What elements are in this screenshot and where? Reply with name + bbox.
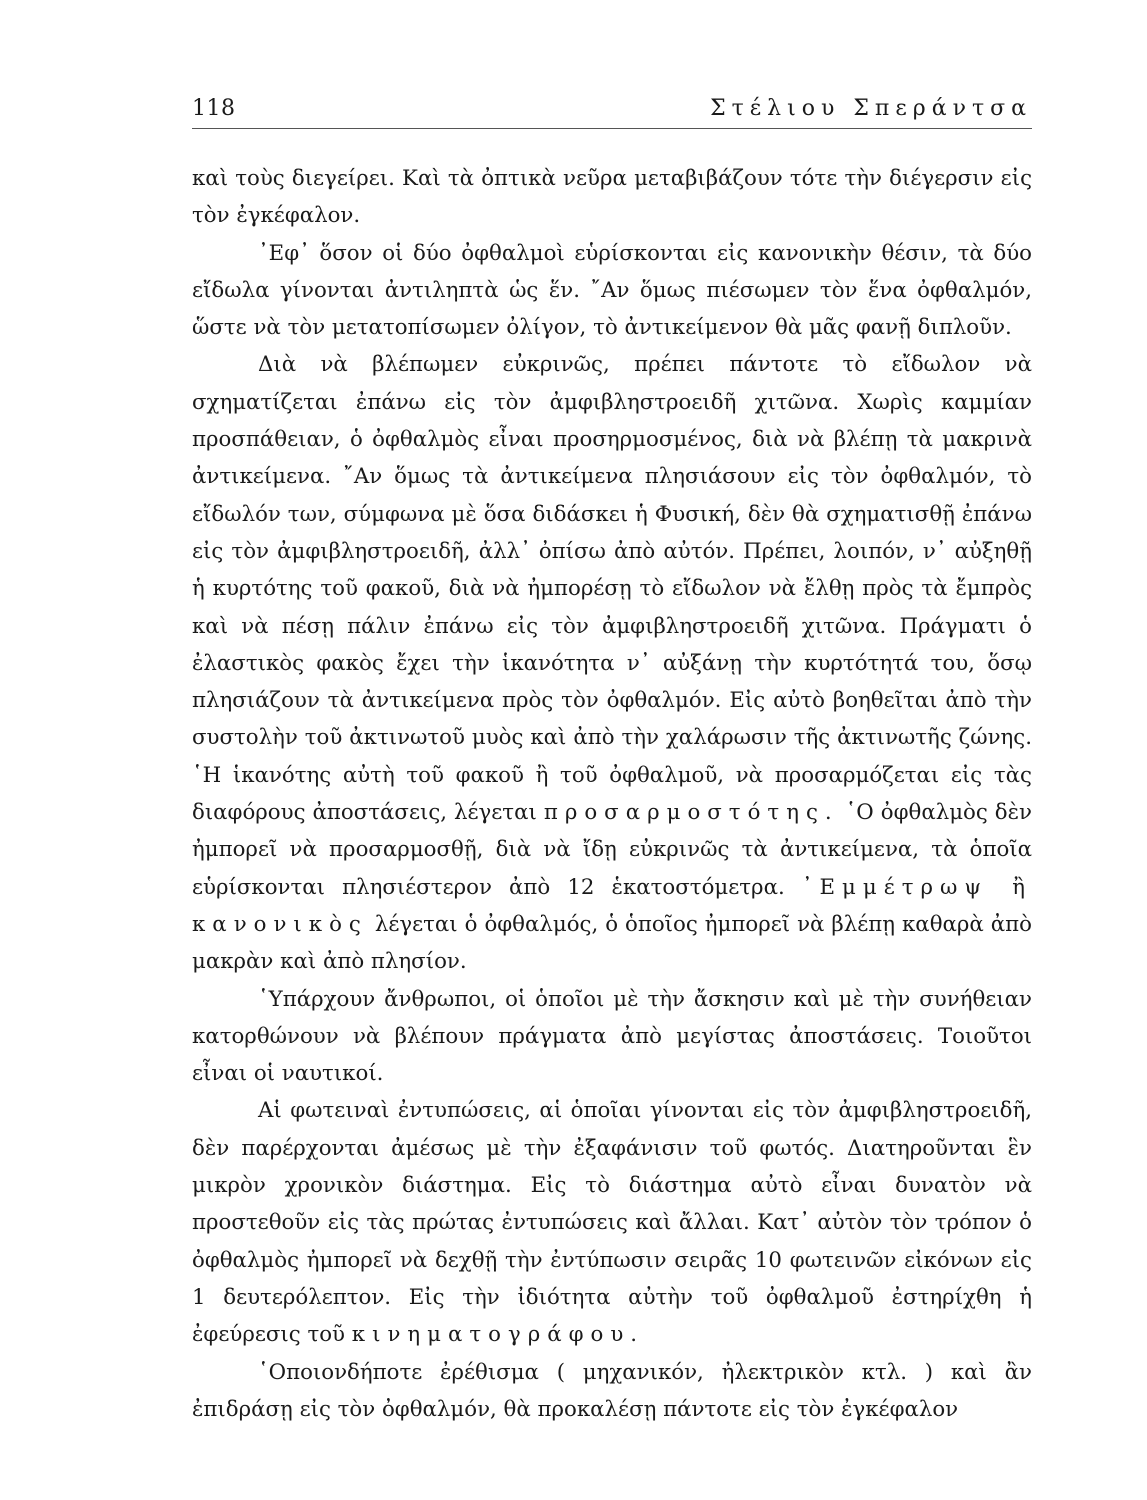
- paragraph-text: ᾿Εφ᾿ ὅσον οἱ δύο ὀφθαλμοὶ εὑρίσκονται εἰς κανονικὴν θέσιν, τὰ δύο εἴδωλα γίνονται ἀντιληπτὰ ὡς ἕν. ῎Αν ὅμως πιέσωμεν τὸν ἕνα ὀφθαλμόν, ὥστε νὰ τὸν μετατοπίσωμεν ὀλίγον, τὸ ἀντικείμενον θὰ μᾶς φανῇ διπλοῦν.: [192, 240, 1032, 341]
- header-rule: [192, 128, 1032, 129]
- paragraph-text: Αἱ φωτειναὶ ἐντυπώσεις, αἱ ὁποῖαι γίνονται εἰς τὸν ἀμφιβληστροειδῆ, δὲν παρέρχονται ἀμέσως μὲ τὴν ἐξαφάνισιν τοῦ φωτός. Διατηροῦνται ἓν μικρὸν χρονικὸν διάστημα. Εἰς τὸ διάστημα αὐτὸ εἶναι δυνατὸν νὰ προστεθοῦν εἰς τὰς πρώτας ἐντυπώσεις καὶ ἄλλαι. Κατ᾿ αὐτὸν τὸν τρόπον ὁ ὀφθαλμὸς ἠμπορεῖ νὰ δεχθῇ τὴν ἐντύπωσιν σειρᾶς 10 φωτεινῶν εἰκόνων εἰς 1 δευτερόλεπτον. Εἰς τὴν ἰδιότητα αὐτὴν τοῦ ὀφθαλμοῦ ἐστηρίχθη ἡ ἐφεύρεσις τοῦ: [192, 1098, 1032, 1348]
- paragraph-text: καὶ τοὺς διεγείρει. Καὶ τὰ ὀπτικὰ νεῦρα μεταβιβάζουν τότε τὴν διέγερσιν εἰς τὸν ἐγκέφαλον.: [192, 166, 1032, 229]
- paragraph-text: λέγεται ὁ ὀφθαλμός, ὁ ὁποῖος ἠμπορεῖ νὰ βλέπῃ καθαρὰ ἀπὸ μακρὰν καὶ ἀπὸ πλησίον.: [192, 911, 1032, 975]
- paragraph-text: ῾Οποιονδήποτε ἐρέθισμα ( μηχανικόν, ἠλεκτρικὸν κτλ. ) καὶ ἂν ἐπιδράσῃ εἰς τὸν ὀφθαλμόν, θὰ προκαλέσῃ πάντοτε εἰς τὸν ἐγκέφαλον: [192, 1359, 1032, 1422]
- paragraph-2: [192, 235, 1032, 347]
- paragraph-text: ῾Ο ὀφθαλμὸς δὲν ἠμπορεῖ νὰ προσαρμοσθῇ, διὰ νὰ ἴδῃ εὐκρινῶς τὰ ἀντικείμενα, τὰ ὁποῖα εὑρίσκονται πλησιέστερον ἀπὸ 12 ἑκατοστόμετρα.: [192, 800, 1032, 900]
- spaced-term-accommodation: προσαρμοστότης.: [543, 800, 839, 826]
- paragraph-3: [192, 346, 1032, 980]
- page-number: 118: [192, 96, 236, 121]
- paragraph-6: [192, 1354, 1032, 1429]
- paragraph-4: [192, 981, 1032, 1093]
- paragraph-1: [192, 160, 1032, 235]
- body-text: [192, 160, 1032, 1428]
- running-head: [192, 92, 1032, 128]
- paragraph-text: ῾Υπάρχουν ἄνθρωποι, οἱ ὁποῖοι μὲ τὴν ἄσκησιν καὶ μὲ τὴν συνήθειαν κατορθώνουν νὰ βλέπουν πράγματα ἀπὸ μεγίστας ἀποστάσεις. Τοιοῦτοι εἶναι οἱ ναυτικοί.: [192, 986, 1032, 1087]
- spaced-term-emmetropic: ᾿Εμμέτρωψ ἢ κανονικὸς: [192, 874, 1032, 937]
- paragraph-text: Διὰ νὰ βλέπωμεν εὐκρινῶς, πρέπει πάντοτε τὸ εἴδωλον νὰ σχηματίζεται ἐπάνω εἰς τὸν ἀμφιβληστροειδῆ χιτῶνα. Χωρὶς καμμίαν προσπάθειαν, ὁ ὀφθαλμὸς εἶναι προσηρμοσμένος, διὰ νὰ βλέπῃ τὰ μακρινὰ ἀντικείμενα. ῎Αν ὅμως τὰ ἀντικείμενα πλησιάσουν εἰς τὸν ὀφθαλμόν, τὸ εἴδωλόν των, σύμφωνα μὲ ὅσα διδάσκει ἡ Φυσική, δὲν θὰ σχηματισθῇ ἐπάνω εἰς τὸν ἀμφιβληστροειδῆ, ἀλλ᾿ ὀπίσω ἀπὸ αὐτόν. Πρέπει, λοιπόν, ν᾿ αὐξηθῇ ἡ κυρτότης τοῦ φακοῦ, διὰ νὰ ἠμπορέσῃ τὸ εἴδωλον νὰ ἔλθῃ πρὸς τὰ ἔμπρὸς καὶ νὰ πέσῃ πάλιν ἐπάνω εἰς τὸν ἀμφιβληστροειδῆ χιτῶνα. Πράγματι ὁ ἐλαστικὸς φακὸς ἔχει τὴν ἱκανότητα ν᾿ αὐξάνῃ τὴν κυρτότητά του, ὅσῳ πλησιάζουν τὰ ἀντικείμενα πρὸς τὸν ὀφθαλμόν. Εἰς αὐτὸ βοηθεῖται ἀπὸ τὴν συστολὴν τοῦ ἀκτινωτοῦ μυὸς καὶ ἀπὸ τὴν χαλάρωσιν τῆς ἀκτινωτῆς ζώνης. ῾Η ἱκανότης αὐτὴ τοῦ φακοῦ ἢ τοῦ ὀφθαλμοῦ, νὰ προσαρμόζεται εἰς τὰς διαφόρους ἀποστάσεις, λέγεται: [192, 352, 1032, 826]
- spaced-term-cinematograph: κινηματογράφου.: [351, 1322, 645, 1348]
- paragraph-5: [192, 1092, 1032, 1353]
- running-title: Στέλιου Σπεράντσα: [710, 96, 1032, 121]
